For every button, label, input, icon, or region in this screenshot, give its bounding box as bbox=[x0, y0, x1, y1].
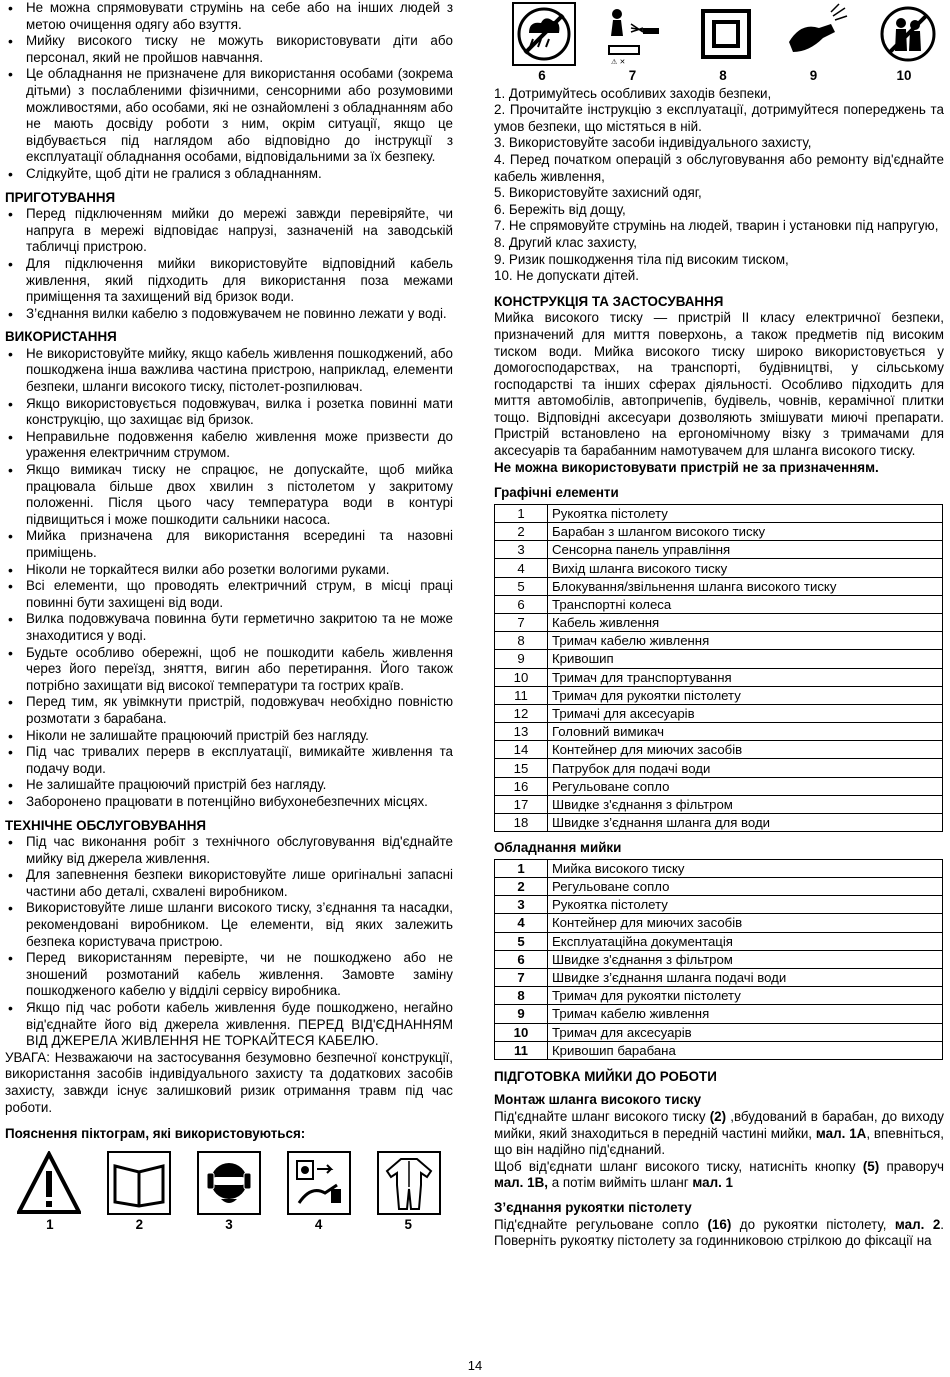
gun-paragraph: Під'єднайте регульоване сопло (16) до рукоятки пістолету, мал. 2. Поверніть рукоятку пістолету за годинниковою стрілкою до фіксації на bbox=[494, 1216, 944, 1249]
bullet-item: • Перед використанням перевірте, чи не пошкоджено або не зношений розмотаний кабель живлення. Замовте заміну пошкодженого кабелю у відділі сервісу виробника. bbox=[5, 950, 453, 1000]
item-name-cell: Барабан з шлангом високого тиску bbox=[548, 523, 943, 541]
table-row bbox=[495, 650, 943, 668]
item-number-cell: 6 bbox=[495, 950, 548, 968]
table-row bbox=[495, 577, 943, 595]
item-name-cell: Блокування/звільнення шланга високого тиску bbox=[548, 577, 943, 595]
item-name-cell: Вихід шланга високого тиску bbox=[548, 559, 943, 577]
item-name-cell: Кривошип барабана bbox=[548, 1041, 943, 1059]
bullet-item: • Неправильне подовження кабелю живлення може призвести до ураження електричним струмом. bbox=[5, 429, 453, 462]
bullet-item: • Не використовуйте мийку, якщо кабель живлення пошкоджений, або пошкоджена інша важлива частина пристрою, наприклад, елементи безпеки, шланги високого тиску, пістолет-розпилювач. bbox=[5, 346, 453, 396]
pictogram-number: 6 bbox=[538, 68, 546, 83]
table-row bbox=[495, 878, 943, 896]
bullet-item: • Всі елементи, що проводять електричний струм, в місці праці повинні бути захищені від води. bbox=[5, 578, 453, 611]
high-pressure-injury-icon bbox=[785, 2, 849, 66]
svg-text:⚠ ✕: ⚠ ✕ bbox=[611, 58, 626, 66]
table-row bbox=[495, 723, 943, 741]
bullet-item: • Це обладнання не призначене для використання особами (зокрема дітьми) з послабленими фізичними, сенсорними або розумовими можливостями, або особами, які не ознайомлені з обладнанням або не мають досвіду роботи з ним, окрім ситуації, якщо це відбувається під наглядом або відповідно до інструкції з експлуатації обладнання особами, відповідальними за їх безпеку. bbox=[5, 66, 453, 166]
bullet-item: • Якщо під час роботи кабель живлення буде пошкоджено, негайно від'єднайте його від джерела живлення. ПЕРЕД ВІД'ЄДНАННЯМ ВІД ДЖЕРЕЛА ЖИВЛЕННЯ НЕ ТОРКАЙТЕСЯ КАБЕЛЮ. bbox=[5, 1000, 453, 1050]
item-number-cell: 13 bbox=[495, 723, 548, 741]
item-name-cell: Рукоятка пістолету bbox=[548, 896, 943, 914]
item-number-cell: 11 bbox=[495, 1041, 548, 1059]
pictogram-explanation-item: 3. Використовуйте засоби індивідуального захисту, bbox=[494, 135, 812, 151]
table-row bbox=[495, 595, 943, 613]
item-number-cell: 8 bbox=[495, 632, 548, 650]
table-row bbox=[495, 759, 943, 777]
pictogram-number: 2 bbox=[135, 1216, 144, 1232]
graphic-elements-heading: Графічні елементи bbox=[494, 485, 619, 501]
item-number-cell: 11 bbox=[495, 686, 548, 704]
item-number-cell: 8 bbox=[495, 987, 548, 1005]
item-number-cell: 2 bbox=[495, 523, 548, 541]
bullet-item: • Ніколи не торкайтеся вилки або розетки вологими руками. bbox=[5, 562, 453, 579]
bullet-item: • Заборонено працювати в потенційно вибухонебезпечних місцях. bbox=[5, 794, 453, 811]
maintenance-bullets bbox=[5, 834, 453, 1050]
item-name-cell: Транспортні колеса bbox=[548, 595, 943, 613]
pictogram-labels-left bbox=[5, 1217, 453, 1234]
item-name-cell: Контейнер для миючих засобів bbox=[548, 914, 943, 932]
hose-paragraph-2: Щоб від'єднати шланг високого тиску, натисніть кнопку (5) праворуч мал. 1В, а потім вийміть шланг мал. 1 bbox=[494, 1158, 944, 1191]
bullet-item: • Під час виконання робіт з технічного обслуговування від'єднайте мийку від джерела живлення. bbox=[5, 834, 453, 867]
table-row bbox=[495, 777, 943, 795]
warning-triangle-icon bbox=[17, 1151, 81, 1215]
pictograms-heading: Пояснення піктограм, які використовуються: bbox=[5, 1126, 306, 1142]
item-number-cell: 16 bbox=[495, 777, 548, 795]
item-number-cell: 3 bbox=[495, 896, 548, 914]
table-row bbox=[495, 741, 943, 759]
bullet-item: • Ніколи не залишайте працюючий пристрій без нагляду. bbox=[5, 728, 453, 745]
section-heading-usage: ВИКОРИСТАННЯ bbox=[5, 329, 117, 345]
pictogram-row-right bbox=[494, 0, 944, 66]
item-number-cell: 12 bbox=[495, 704, 548, 722]
safety-bullets bbox=[5, 0, 453, 183]
bullet-item: • Якщо використовується подовжувач, вилка і розетка повинні мати конструкцію, що захищає від бризок. bbox=[5, 396, 453, 429]
table-row bbox=[495, 914, 943, 932]
table-row bbox=[495, 632, 943, 650]
bullet-item: • Вилка подовжувача повинна бути герметично закритою та не може знаходитися у воді. bbox=[5, 611, 453, 644]
page-number: 14 bbox=[467, 1358, 483, 1373]
item-number-cell: 14 bbox=[495, 741, 548, 759]
hose-paragraph-1: Під'єднайте шланг високого тиску (2) ,вбудований в барабан, до виходу мийки, який знаходиться в передній частині мийки, мал. 1А, впевніться, що він надійно під'єднаний. bbox=[494, 1109, 944, 1158]
table-row bbox=[495, 932, 943, 950]
bullet-item: • З’єднання вилки кабелю з подовжувачем не повинно лежати у воді. bbox=[5, 306, 453, 323]
class-ii-protection-icon bbox=[694, 2, 758, 66]
item-number-cell: 5 bbox=[495, 577, 548, 595]
preparation-bullets bbox=[5, 206, 453, 322]
no-children-icon bbox=[876, 2, 940, 66]
left-column bbox=[5, 0, 453, 1233]
item-number-cell: 5 bbox=[495, 932, 548, 950]
item-name-cell: Кривошип bbox=[548, 650, 943, 668]
item-number-cell: 6 bbox=[495, 595, 548, 613]
bullet-item: • Слідкуйте, щоб діти не гралися з обладнанням. bbox=[5, 166, 453, 183]
bullet-item: • Під час тривалих перерв в експлуатації, вимикайте живлення та подачу води. bbox=[5, 744, 453, 777]
item-number-cell: 9 bbox=[495, 1005, 548, 1023]
table-row bbox=[495, 559, 943, 577]
item-number-cell: 1 bbox=[495, 504, 548, 522]
item-name-cell: Головний вимикач bbox=[548, 723, 943, 741]
no-spray-at-people-icon bbox=[603, 2, 667, 66]
pictogram-explanation-item: 10. Не допускати дітей. bbox=[494, 268, 639, 284]
bullet-item: • Мийка призначена для використання всередині та назовні приміщень. bbox=[5, 528, 453, 561]
bullet-item: • Якщо вимикач тиску не спрацює, не допускайте, щоб мийка працювала більше двох хвилин з пістолетом у закритому положенні. Після цього часу температура води в контурі підвищиться і може пошкодити сальники насоса. bbox=[5, 462, 453, 528]
bullet-item: • Для підключення мийки використовуйте відповідний кабель живлення, який підходить для використання поза межами приміщення та захищений від бризок води. bbox=[5, 256, 453, 306]
item-number-cell: 9 bbox=[495, 650, 548, 668]
item-number-cell: 10 bbox=[495, 668, 548, 686]
disconnect-power-icon bbox=[287, 1151, 351, 1215]
item-name-cell: Експлуатаційна документація bbox=[548, 932, 943, 950]
table-row bbox=[495, 1041, 943, 1059]
construction-paragraph: Мийка високого тиску — пристрій II класу електричної безпеки, призначений для миття поверхонь, а також предметів під високим тиском води. Мийка високого тиску широко використовується у домогосподарствах, на транспорті, будівництві, у сільському господарстві та інших сферах діяльності. Особливо підходить для миття автомобілів, автопричепів, будівель, човнів, керамічної плитки тощо. Відповідні аксесуари дозволяють змішувати миючі препарати. Пристрій встановлено на ергономічному візку з тримачами для аксесуарів та барабанним намотувачем для шланга високого тиску. bbox=[494, 310, 944, 459]
item-name-cell: Сенсорна панель управління bbox=[548, 541, 943, 559]
gun-connection-heading: З’єднання рукоятки пістолету bbox=[494, 1200, 692, 1216]
item-name-cell: Патрубок для подачі води bbox=[548, 759, 943, 777]
item-name-cell: Рукоятка пістолету bbox=[548, 504, 943, 522]
table-row bbox=[495, 950, 943, 968]
item-number-cell: 4 bbox=[495, 559, 548, 577]
usage-bullets bbox=[5, 346, 453, 811]
item-number-cell: 17 bbox=[495, 795, 548, 813]
item-name-cell: Тримач для транспортування bbox=[548, 668, 943, 686]
pictogram-labels-right bbox=[494, 68, 944, 85]
hose-mounting-heading: Монтаж шланга високого тиску bbox=[494, 1092, 702, 1108]
item-name-cell: Тримач кабелю живлення bbox=[548, 1005, 943, 1023]
table-row bbox=[495, 523, 943, 541]
item-name-cell: Регульоване сопло bbox=[548, 777, 943, 795]
item-number-cell: 3 bbox=[495, 541, 548, 559]
item-name-cell: Тримачі для аксесуарів bbox=[548, 704, 943, 722]
pictogram-explanation-item: 6. Бережіть від дощу, bbox=[494, 201, 626, 217]
table-row bbox=[495, 859, 943, 877]
pictogram-number: 10 bbox=[896, 68, 912, 83]
table-row bbox=[495, 704, 943, 722]
item-name-cell: Швидке з’єднання шланга подачі води bbox=[548, 968, 943, 986]
item-name-cell: Швидке з’єднання шланга для води bbox=[548, 814, 943, 832]
item-name-cell: Контейнер для миючих засобів bbox=[548, 741, 943, 759]
item-number-cell: 10 bbox=[495, 1023, 548, 1041]
bullet-item: • Не можна спрямовувати струмінь на себе або на інших людей з метою очищення одягу або взуття. bbox=[5, 0, 453, 33]
read-manual-icon bbox=[107, 1151, 171, 1215]
pictogram-explanation-item: 1. Дотримуйтесь особливих заходів безпеки, bbox=[494, 85, 772, 101]
equipment-heading: Обладнання мийки bbox=[494, 840, 622, 856]
pictogram-row-left bbox=[5, 1151, 453, 1215]
section-heading-preparation: ПРИГОТУВАННЯ bbox=[5, 189, 116, 205]
item-name-cell: Мийка високого тиску bbox=[548, 859, 943, 877]
item-number-cell: 7 bbox=[495, 613, 548, 631]
table-row bbox=[495, 668, 943, 686]
rain-protection-icon bbox=[512, 2, 576, 66]
pictogram-number: 7 bbox=[628, 68, 637, 83]
table-row bbox=[495, 504, 943, 522]
right-column bbox=[494, 0, 944, 1250]
construction-bold-note: Не можна використовувати пристрій не за призначенням. bbox=[494, 459, 879, 475]
pictogram-explanation-item: 5. Використовуйте захисний одяг, bbox=[494, 185, 702, 201]
bullet-item: • Перед тим, як увімкнути пристрій, подовжувач необхідно повністю розмотати з барабана. bbox=[5, 694, 453, 727]
item-number-cell: 4 bbox=[495, 914, 548, 932]
item-number-cell: 15 bbox=[495, 759, 548, 777]
pictogram-explanation-item: 2. Прочитайте інструкцію з експлуатації, дотримуйтеся попереджень та умов безпеки, що містяться в ній. bbox=[494, 102, 944, 134]
table-row bbox=[495, 814, 943, 832]
pictogram-explanation-item: 8. Другий клас захисту, bbox=[494, 234, 638, 250]
warning-paragraph: УВАГА: Незважаючи на застосування безумовно безпечної конструкції, використання засобів індивідуального захисту та додаткових засобів захисту, завжди існує залишковий ризик отримання травм під час роботи. bbox=[5, 1049, 453, 1115]
table-row bbox=[495, 1005, 943, 1023]
bullet-item: • Мийку високого тиску не можуть використовувати діти або персонал, який не пройшов навчання. bbox=[5, 33, 453, 66]
item-name-cell: Тримач для аксесуарів bbox=[548, 1023, 943, 1041]
table-row bbox=[495, 896, 943, 914]
item-name-cell: Кабель живлення bbox=[548, 613, 943, 631]
pictogram-number: 3 bbox=[225, 1216, 233, 1232]
graphic-elements-table bbox=[494, 504, 943, 832]
item-number-cell: 18 bbox=[495, 814, 548, 832]
item-number-cell: 1 bbox=[495, 859, 548, 877]
item-name-cell: Тримач кабелю живлення bbox=[548, 632, 943, 650]
item-name-cell: Швидке з'єднання з фільтром bbox=[548, 795, 943, 813]
equipment-table bbox=[494, 859, 943, 1060]
section-heading-prep: ПІДГОТОВКА МИЙКИ ДО РОБОТИ bbox=[494, 1068, 717, 1084]
section-heading-maintenance: ТЕХНІЧНЕ ОБСЛУГОВУВАННЯ bbox=[5, 817, 207, 833]
table-row bbox=[495, 1023, 943, 1041]
table-row bbox=[495, 795, 943, 813]
protective-equipment-icon bbox=[197, 1151, 261, 1215]
pictogram-explanation-item: 9. Ризик пошкодження тіла під високим тиском, bbox=[494, 251, 789, 267]
table-row bbox=[495, 541, 943, 559]
bullet-item: • Використовуйте лише шланги високого тиску, з’єднання та насадки, рекомендовані виробником. Це елементи, від яких залежить безпека користувача пристрою. bbox=[5, 900, 453, 950]
item-name-cell: Тримач для рукоятки пістолету bbox=[548, 686, 943, 704]
bullet-item: • Для запевнення безпеки використовуйте лише оригінальні запасні частини або деталі, схвалені виробником. bbox=[5, 867, 453, 900]
pictogram-explanations bbox=[494, 86, 944, 285]
table-row bbox=[495, 968, 943, 986]
pictogram-number: 9 bbox=[809, 68, 818, 83]
item-name-cell: Регульоване сопло bbox=[548, 878, 943, 896]
pictogram-explanation-item: 4. Перед початком операцій з обслуговування або ремонту від'єднайте кабель живлення, bbox=[494, 151, 944, 184]
table-row bbox=[495, 987, 943, 1005]
item-number-cell: 7 bbox=[495, 968, 548, 986]
item-name-cell: Швидке з'єднання з фільтром bbox=[548, 950, 943, 968]
bullet-item: • Не залишайте працюючий пристрій без нагляду. bbox=[5, 777, 453, 794]
pictogram-number: 5 bbox=[404, 1216, 412, 1232]
protective-clothing-icon bbox=[377, 1151, 441, 1215]
pictogram-number: 4 bbox=[314, 1216, 323, 1232]
bullet-item: • Будьте особливо обережні, щоб не пошкодити кабель живлення через його переїзд, зняття, вигин або перетирання. Його також потрібно захищати від високої температури та гострих країв. bbox=[5, 645, 453, 695]
table-row bbox=[495, 686, 943, 704]
pictogram-number: 8 bbox=[719, 68, 727, 83]
section-heading-construction: КОНСТРУКЦІЯ ТА ЗАСТОСУВАННЯ bbox=[494, 293, 724, 309]
bullet-item: • Перед підключенням мийки до мережі завжди перевіряйте, чи напруга в мережі відповідає напрузі, зазначеній на заводській табличці пристрою. bbox=[5, 206, 453, 256]
item-number-cell: 2 bbox=[495, 878, 548, 896]
pictogram-number: 1 bbox=[46, 1216, 54, 1232]
table-row bbox=[495, 613, 943, 631]
item-name-cell: Тримач для рукоятки пістолету bbox=[548, 987, 943, 1005]
pictogram-explanation-item: 7. Не спрямовуйте струмінь на людей, тварин і установки під напругую, bbox=[494, 218, 939, 234]
